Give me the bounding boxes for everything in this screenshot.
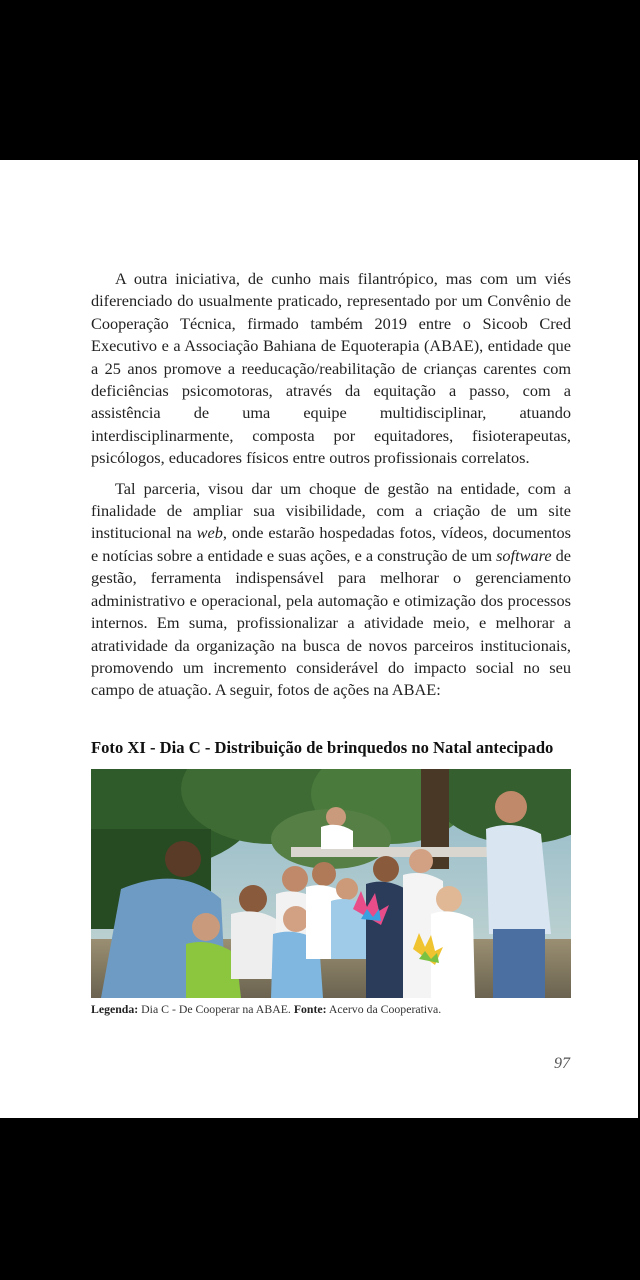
paragraph-1: A outra iniciativa, de cunho mais filantrópico, mas com um viés diferenciado do usualmente praticado, representado por um Convênio de Cooperação Técnica, firmado também 2019 entre o Sicoob Cred Executivo e a Associação Bahiana de Equoterapia (ABAE), entidade que a 25 anos promove a reeducação/reabilitação de crianças carentes com deficiências psicomotoras, através da equitação a passo, com a assistência de uma equipe multidisciplinar, atuando interdisciplinarmente, composta por equitadores, fisioterapeutas, psicólogos, educadores físicos entre outros profissionais correlatos.	[91, 269, 571, 468]
term-software: software	[496, 545, 552, 565]
paragraph-2-part-2: , onde estarão hospedadas fotos, vídeos, documentos e notícias sobre a entidade e suas ações, e a construção de um	[91, 523, 572, 565]
page-number: 97	[554, 1055, 570, 1072]
body-text	[91, 268, 571, 702]
paragraph-2	[91, 478, 571, 702]
legend-label: Legenda:	[91, 1002, 139, 1016]
paragraph-2-part-1: Tal parceria, visou dar um choque de gestão na entidade, com a finalidade de ampliar sua visibilidade, com a criação de um site institucional na	[91, 478, 571, 543]
figure-title: Foto XI - Dia C - Distribuição de brinquedos no Natal antecipado	[91, 738, 554, 757]
source-text: Acervo da Cooperativa.	[326, 1002, 442, 1016]
source-label: Fonte:	[293, 1002, 327, 1016]
photo-abae-event	[91, 769, 571, 998]
figure-legend	[91, 1002, 571, 1017]
book-page	[0, 160, 638, 1118]
term-web: web	[196, 523, 223, 543]
legend-text: Dia C - De Cooperar na ABAE.	[138, 1002, 294, 1016]
paragraph-2-part-3: de gestão, ferramenta indispensável para melhorar o gerenciamento administrativo e operacional, pela automação e otimização dos processos internos. Em suma, profissionalizar a atividade meio, e melhorar a atratividade da organização na busca de novos parceiros institucionais, promovendo um incremento considerável do impacto social no seu campo de atuação. A seguir, fotos de ações na ABAE:	[91, 545, 572, 700]
